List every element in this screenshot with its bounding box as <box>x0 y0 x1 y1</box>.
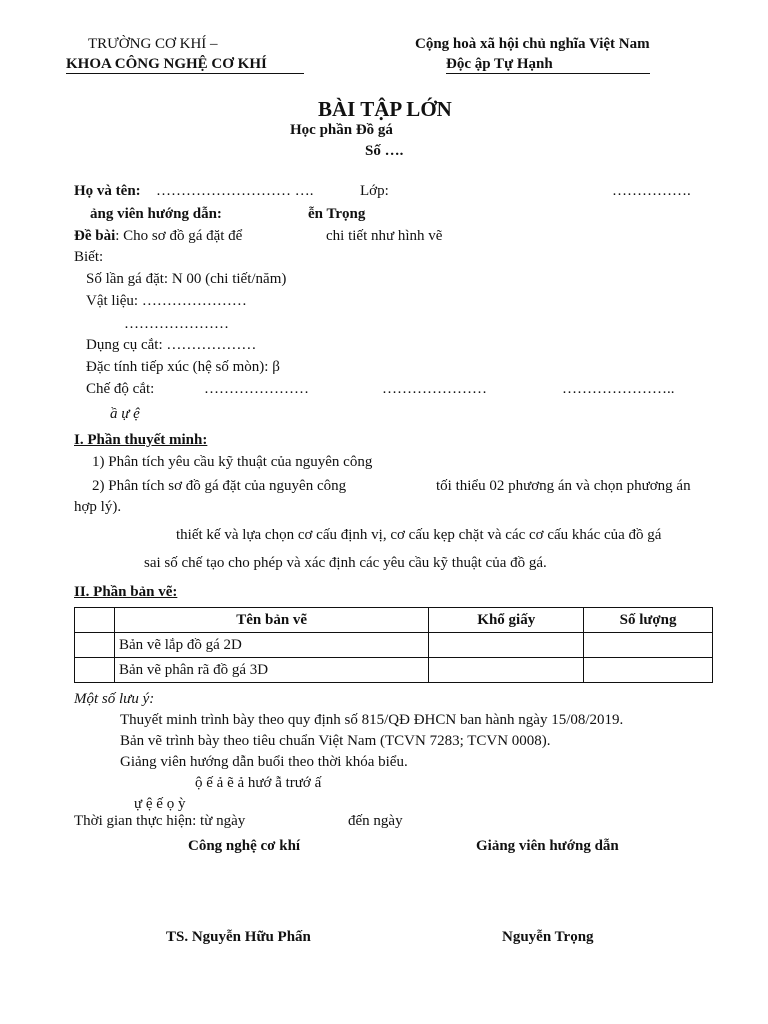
section-1-item-1: 1) Phân tích yêu cầu kỹ thuật của nguyên công <box>92 454 373 470</box>
topic-tail: chi tiết như hình vẽ <box>326 228 443 244</box>
table-header-row <box>75 608 713 633</box>
header-cell: Số lượng <box>584 608 713 633</box>
document-title: BÀI TẬP LỚN <box>318 97 452 121</box>
nation-title: Cộng hoà xã hội chủ nghĩa Việt Nam <box>415 36 650 52</box>
signature-right-title: Giảng viên hướng dẫn <box>476 838 619 854</box>
table-cell <box>75 633 115 658</box>
table-cell <box>75 658 115 683</box>
section-1-heading: I. Phần thuyết minh: <box>74 432 208 448</box>
material-line: Vật liệu: ………………… <box>86 293 247 309</box>
note-4: ộ ế ả ẽ ả hướ ẫ trướ ấ <box>195 775 322 791</box>
header-cell: Khổ giấy <box>429 608 584 633</box>
school-name: TRƯỜNG CƠ KHÍ – <box>88 36 218 52</box>
table-cell <box>429 633 584 658</box>
notes-heading: Một số lưu ý: <box>74 691 155 707</box>
section-1-item-2a: 2) Phân tích sơ đồ gá đặt của nguyên công <box>92 478 347 494</box>
table-cell: Bản vẽ lắp đồ gá 2D <box>114 633 428 658</box>
instructor-label: ảng viên hướng dẫn: <box>90 206 222 222</box>
topic-label: Đề bài <box>74 228 116 244</box>
table-row <box>75 658 713 683</box>
quantity-line: Số lần gá đặt: N 00 (chi tiết/năm) <box>86 271 287 287</box>
section-1-item-2c: hợp lý). <box>74 499 122 515</box>
given-label: Biết: <box>74 249 104 265</box>
note-3: Giảng viên hướng dẫn buổi theo thời khóa biểu. <box>120 754 408 770</box>
time-label: Thời gian thực hiện: từ ngày <box>74 813 246 829</box>
cutting-mode-label: Chế độ cắt: <box>86 381 155 397</box>
signature-right-name: Nguyễn Trọng <box>502 929 594 945</box>
header-cell <box>75 608 115 633</box>
nation-motto: Độc ập Tự Hạnh <box>446 56 553 72</box>
course-name: Học phần Đồ gá <box>290 122 393 138</box>
faculty-name: KHOA CÔNG NGHỆ CƠ KHÍ <box>66 56 267 72</box>
section-1-item-4: sai số chế tạo cho phép và xác định các yêu cầu kỹ thuật của đồ gá. <box>144 555 547 571</box>
class-label: Lớp: <box>360 183 389 199</box>
note-2: Bản vẽ trình bày theo tiêu chuẩn Việt Nam (TCVN 7283; TCVN 0008). <box>120 733 551 749</box>
table-cell: Bản vẽ phân rã đồ gá 3D <box>114 658 428 683</box>
section-2-heading: II. Phần bản vẽ: <box>74 584 178 600</box>
note-5: ự ệ ế ọ ỳ <box>134 796 186 812</box>
cutting-mode-fragment: ầ ự ệ <box>110 406 140 422</box>
table-row <box>75 633 713 658</box>
contact-line: Đặc tính tiếp xúc (hệ số mòn): β <box>86 359 280 375</box>
topic-line <box>74 227 242 245</box>
document-number: Số …. <box>365 143 404 159</box>
table-cell <box>584 658 713 683</box>
cutting-mode-value-1: ………………… <box>204 381 309 397</box>
signature-left-name: TS. Nguyễn Hữu Phấn <box>166 929 311 945</box>
tool-line: Dụng cụ cắt: ……………… <box>86 337 257 353</box>
topic-text: : Cho sơ đồ gá đặt để <box>115 228 243 244</box>
signature-left-title: Công nghệ cơ khí <box>188 838 301 854</box>
table-cell <box>429 658 584 683</box>
drawings-table <box>74 607 713 683</box>
cutting-mode-value-3: ………………….. <box>562 381 675 397</box>
class-field: ……………. <box>612 183 691 199</box>
note-1: Thuyết minh trình bày theo quy định số 815/QĐ ĐHCN ban hành ngày 15/08/2019. <box>120 712 624 728</box>
material-line-2: ………………… <box>124 316 229 332</box>
motto-underline <box>446 73 650 74</box>
section-1-item-2b: tối thiểu 02 phương án và chọn phương án <box>436 478 691 494</box>
table-cell <box>584 633 713 658</box>
cutting-mode-value-2: ………………… <box>382 381 487 397</box>
header-cell: Tên bản vẽ <box>114 608 428 633</box>
time-to-label: đến ngày <box>348 813 403 829</box>
name-field: ……………………… …. <box>156 183 314 199</box>
instructor-value: ễn Trọng <box>308 206 366 222</box>
section-1-item-3: thiết kế và lựa chọn cơ cấu định vị, cơ cấu kẹp chặt và các cơ cấu khác của đồ gá <box>176 527 662 543</box>
name-label: Họ và tên: <box>74 183 141 199</box>
faculty-underline <box>66 73 304 74</box>
